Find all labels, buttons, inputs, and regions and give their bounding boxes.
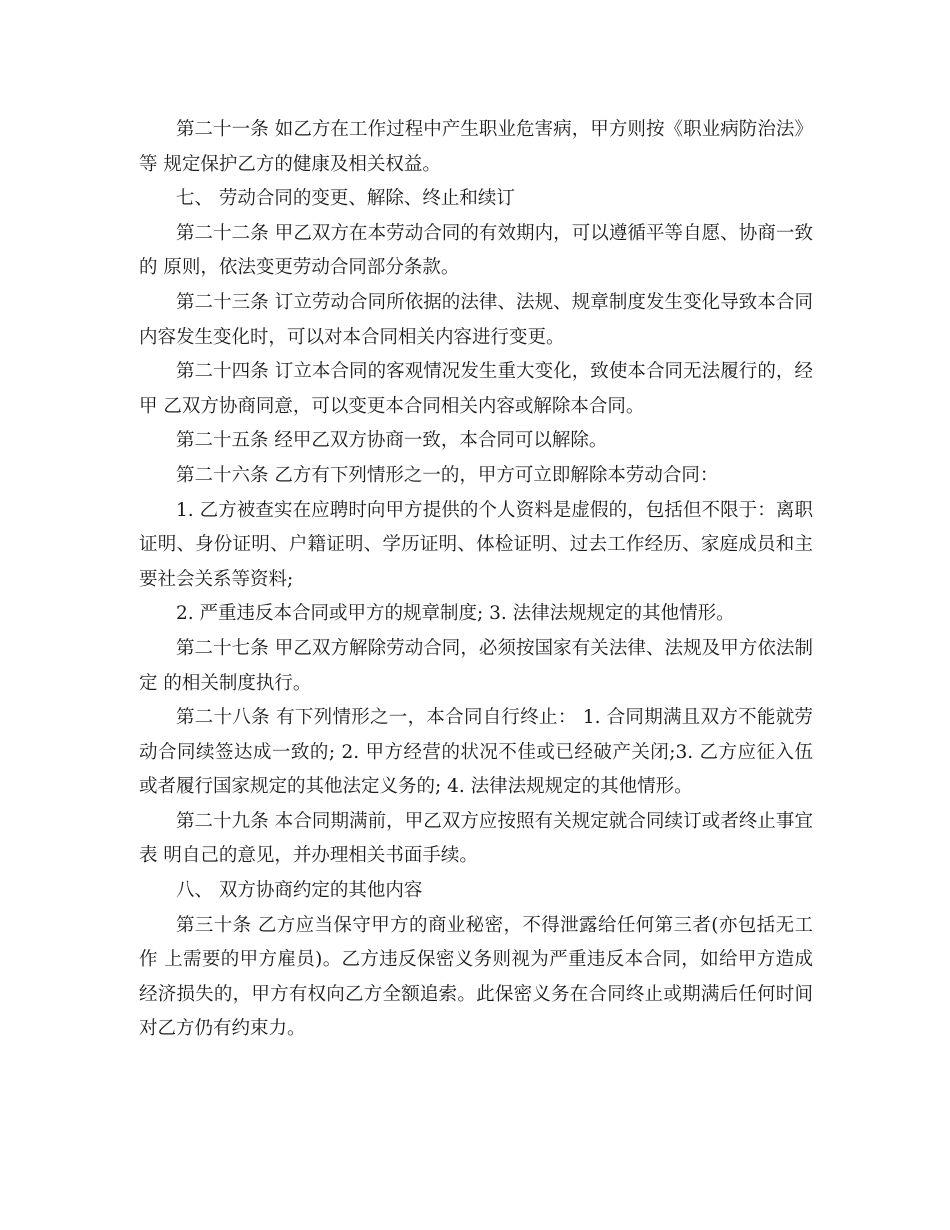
article-28: 第二十八条 有下列情形之一，本合同自行终止： 1. 合同期满且双方不能就劳动合同续签达成一致的; 2. 甲方经营的状况不佳或已经破产关闭;3. 乙方应征入伍或者履行国家规定的其他法定义务的; 4. 法律法规规定的其他情形。	[139, 707, 813, 798]
article-26-items-2-3: 2. 严重违反本合同或甲方的规章制度; 3. 法律法规规定的其他情形。	[176, 603, 735, 625]
article-26-item-1: 1. 乙方被查实在应聘时向甲方提供的个人资料是虚假的，包括但不限于：离职证明、身份证明、户籍证明、学历证明、体检证明、过去工作经历、家庭成员和主要社会关系等资料;	[139, 499, 813, 590]
article-21: 第二十一条 如乙方在工作过程中产生职业危害病，甲方则按《职业病防治法》等 规定保护乙方的健康及相关权益。	[139, 119, 813, 175]
document-body	[139, 113, 813, 1047]
article-29: 第二十九条 本合同期满前，甲乙双方应按照有关规定就合同续订或者终止事宜表 明自己的意见，并办理相关书面手续。	[139, 810, 813, 867]
article-27: 第二十七条 甲乙双方解除劳动合同，必须按国家有关法律、法规及甲方依法制定 的相关制度执行。	[139, 637, 813, 694]
article-22: 第二十二条 甲乙双方在本劳动合同的有效期内，可以遵循平等自愿、协商一致的 原则，依法变更劳动合同部分条款。	[139, 222, 813, 279]
article-23: 第二十三条 订立劳动合同所依据的法律、法规、规章制度发生变化导致本合同内容发生变化时，可以对本合同相关内容进行变更。	[139, 291, 813, 348]
article-24: 第二十四条 订立本合同的客观情况发生重大变化，致使本合同无法履行的，经甲 乙双方协商同意，可以变更本合同相关内容或解除本合同。	[139, 361, 813, 417]
article-26: 第二十六条 乙方有下列情形之一的，甲方可立即解除本劳动合同：	[176, 464, 719, 486]
section-8-heading: 八、 双方协商约定的其他内容	[176, 880, 423, 902]
article-30: 第三十条 乙方应当保守甲方的商业秘密，不得泄露给任何第三者(亦包括无工作 上需要的甲方雇员)。乙方违反保密义务则视为严重违反本合同，如给甲方造成经济损失的，甲方有权向乙方全额追索。此保密义务在合同终止或期满后任何时间对乙方仍有约束力。	[139, 914, 813, 1040]
section-7-heading: 七、 劳动合同的变更、解除、终止和续订	[176, 188, 515, 210]
article-25: 第二十五条 经甲乙双方协商一致，本合同可以解除。	[176, 430, 608, 452]
